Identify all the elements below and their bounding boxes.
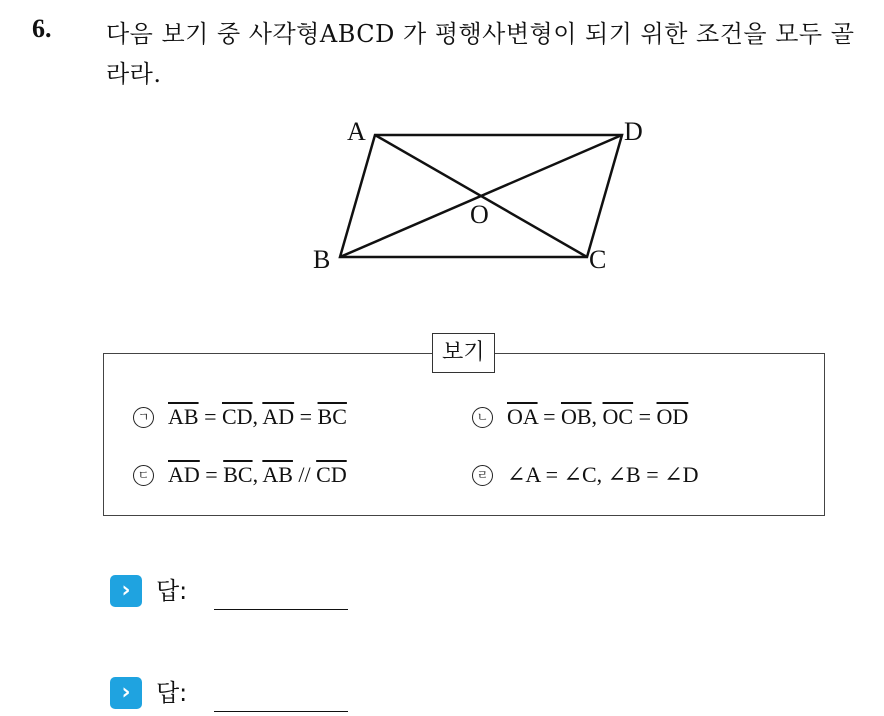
expression-text: = <box>537 404 561 429</box>
expression-text: , <box>252 404 263 429</box>
choice-4 <box>472 462 698 488</box>
answer-label: 답: <box>156 577 188 605</box>
choice-mark: ㄱ <box>133 407 154 428</box>
choice-expression <box>168 462 347 487</box>
overlined-segment: $\overline{AD}$ <box>168 462 200 487</box>
expression-text: ∠A = ∠C, ∠B = ∠D <box>507 462 699 487</box>
choice-expression <box>507 462 698 487</box>
overlined-segment: $\overline{BC}$ <box>317 404 347 429</box>
overlined-segment: $\overline{OA}$ <box>507 404 538 429</box>
overlined-segment: $\overline{AB}$ <box>262 462 293 487</box>
question-text: 다음 보기 중 사각형ABCD 가 평행사변형이 되기 위한 조건을 모두 골라라. <box>106 20 855 88</box>
overlined-segment: $\overline{OC}$ <box>602 404 634 429</box>
center-label-o: O <box>470 200 489 229</box>
overlined-segment: $\overline{AD}$ <box>262 404 295 429</box>
choice-expression <box>507 404 688 429</box>
answer-blank[interactable] <box>214 609 348 610</box>
overlined-segment: $\overline{OB}$ <box>560 404 592 429</box>
overlined-segment: $\overline{CD}$ <box>221 404 253 429</box>
expression-text: , <box>591 404 603 429</box>
answer-label: 답: <box>156 679 188 707</box>
bogi-box <box>103 353 825 516</box>
expression-text: , <box>252 462 263 487</box>
question-number: 6. <box>32 14 52 43</box>
choice-expression <box>168 404 347 429</box>
choice-2 <box>472 404 688 430</box>
overlined-segment: $\overline{OD}$ <box>656 404 689 429</box>
vertex-label-d: D <box>624 117 643 146</box>
overlined-segment: $\overline{CD}$ <box>316 462 347 487</box>
overlined-segment: $\overline{BC}$ <box>223 462 253 487</box>
bogi-title: 보기 <box>432 333 495 373</box>
choice-3 <box>133 462 347 488</box>
choice-mark: ㄹ <box>472 465 493 486</box>
overlined-segment: $\overline{AB}$ <box>168 404 199 429</box>
vertex-label-a: A <box>347 117 366 146</box>
chevron-right-icon: › <box>110 677 142 709</box>
choice-mark: ㄷ <box>133 465 154 486</box>
expression-text: = <box>294 404 318 429</box>
vertex-label-c: C <box>589 245 607 274</box>
chevron-right-icon: › <box>110 575 142 607</box>
answer-blank[interactable] <box>214 711 348 712</box>
expression-text: = <box>633 404 657 429</box>
choice-mark: ㄴ <box>472 407 493 428</box>
parallelogram-figure <box>300 110 680 289</box>
expression-text: = <box>198 404 222 429</box>
vertex-label-b: B <box>313 245 331 274</box>
expression-text: // <box>292 462 317 487</box>
choice-1 <box>133 404 347 430</box>
diagonal-bd <box>340 135 622 257</box>
expression-text: = <box>199 462 224 487</box>
